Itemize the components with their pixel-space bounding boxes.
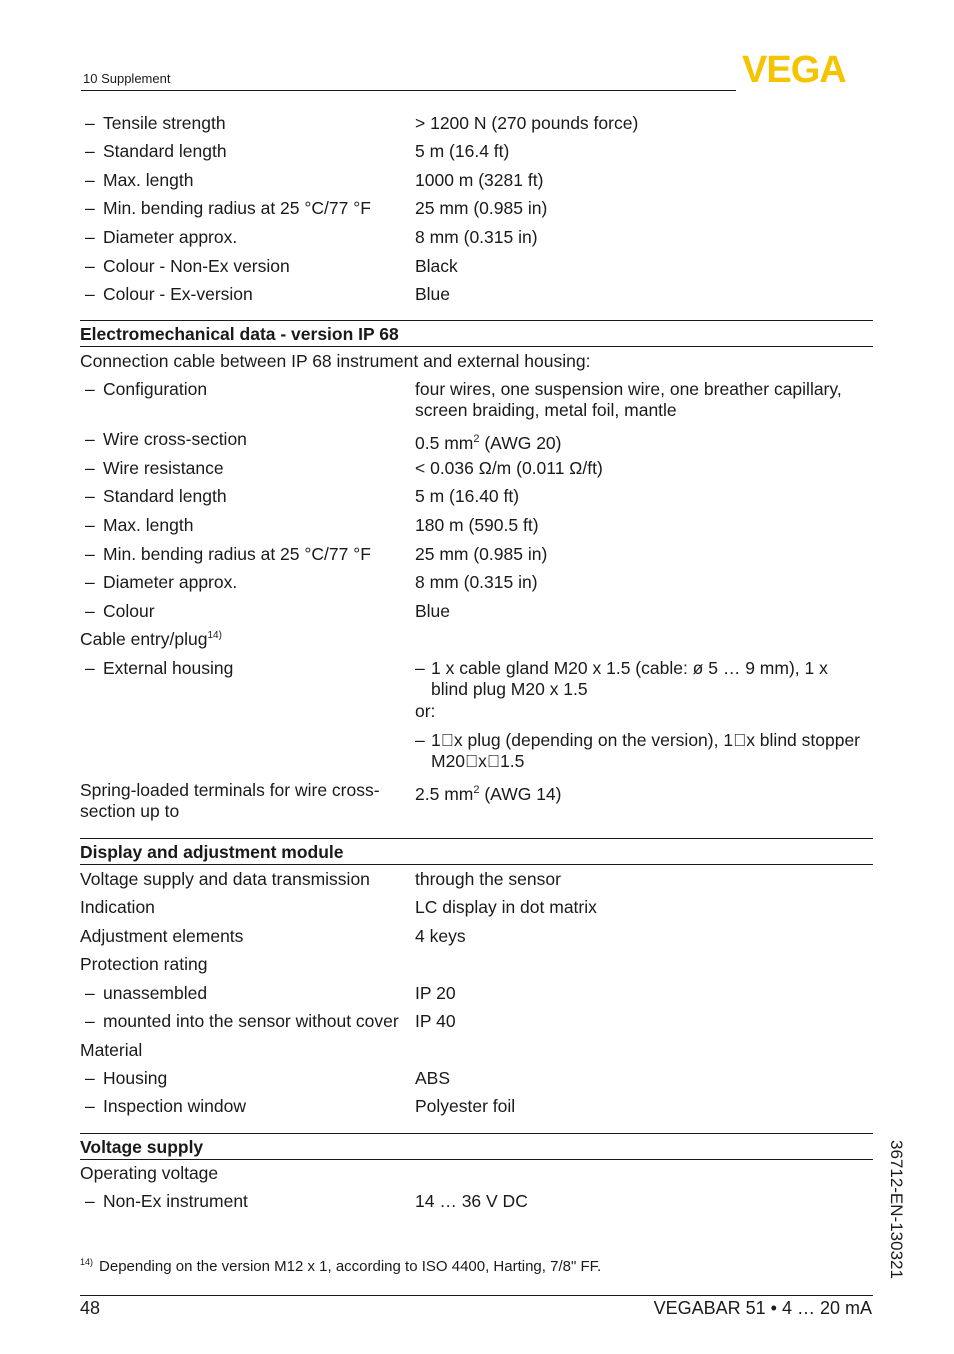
row-label: – Diameter approx. xyxy=(80,227,413,248)
value-text: (AWG 20) xyxy=(479,432,562,453)
row-label: Indication xyxy=(80,897,155,917)
row-value-or: or: xyxy=(415,701,436,721)
row-label: Voltage supply and data transmission xyxy=(80,869,370,889)
row-label: – External housing xyxy=(80,658,413,679)
section-heading-display: Display and adjustment module xyxy=(80,838,873,865)
row-label: – Diameter approx. xyxy=(80,572,413,593)
row-value: IP 20 xyxy=(415,983,456,1003)
row-label: – Min. bending radius at 25 °C/77 °F xyxy=(80,198,413,219)
superscript: 2 xyxy=(473,433,480,445)
row-label: – Configuration xyxy=(80,379,413,400)
section-label: 10 Supplement xyxy=(83,71,171,86)
row-label: – Standard length xyxy=(80,486,413,507)
row-label: Protection rating xyxy=(80,954,208,974)
row-value: ABS xyxy=(415,1068,451,1088)
value-text: 2.5 mm xyxy=(415,783,474,804)
row-value: 14 … 36 V DC xyxy=(415,1191,528,1211)
row-label: – Min. bending radius at 25 °C/77 °F xyxy=(80,544,413,565)
section-heading-voltage: Voltage supply xyxy=(80,1133,873,1160)
row-label: – Colour - Ex-version xyxy=(80,284,413,305)
row-value: 180 m (590.5 ft) xyxy=(415,515,539,535)
electromech-intro: Connection cable between IP 68 instrument and external housing: xyxy=(80,351,591,371)
value-text: (AWG 14) xyxy=(479,783,562,804)
row-value: 8 mm (0.315 in) xyxy=(415,227,538,247)
row-label: – Max. length xyxy=(80,170,413,191)
row-label: Spring-loaded terminals for wire cross-section up to xyxy=(80,780,380,821)
row-value xyxy=(415,429,870,454)
row-value: Polyester foil xyxy=(415,1096,516,1116)
row-label: – Housing xyxy=(80,1068,413,1089)
row-label: – Tensile strength xyxy=(80,113,413,134)
row-label: – Inspection window xyxy=(80,1096,413,1117)
row-value: IP 40 xyxy=(415,1011,456,1031)
row-label: – Colour - Non-Ex version xyxy=(80,256,413,277)
row-value: Blue xyxy=(415,284,451,304)
section-heading-electromech: Electromechanical data - version IP 68 xyxy=(80,320,873,347)
row-value: 25 mm (0.985 in) xyxy=(415,544,548,564)
row-label: – Wire resistance xyxy=(80,458,413,479)
page-number: 48 xyxy=(80,1298,101,1318)
row-label: – Wire cross-section xyxy=(80,429,413,450)
logo-text: VEGA xyxy=(742,52,846,84)
row-value: Black xyxy=(415,256,458,276)
footnote-ref: 14) xyxy=(207,630,222,642)
row-value: four wires, one suspension wire, one breather capillary, screen braiding, metal foil, mantle xyxy=(415,379,842,420)
footnote xyxy=(80,1257,601,1275)
row-label xyxy=(80,629,410,650)
row-value: Blue xyxy=(415,601,451,621)
document-title: VEGABAR 51 • 4 … 20 mA xyxy=(653,1298,872,1318)
row-label: – Max. length xyxy=(80,515,413,536)
row-value: 5 m (16.4 ft) xyxy=(415,141,510,161)
row-label: Material xyxy=(80,1040,143,1060)
row-value: > 1200 N (270 pounds force) xyxy=(415,113,639,133)
label-text: Cable entry/plug xyxy=(80,629,208,649)
row-value: 1000 m (3281 ft) xyxy=(415,170,544,190)
header-rule xyxy=(81,90,736,91)
row-value: – 1 x cable gland M20 x 1.5 (cable: ø 5 … 9 mm), 1 x blind plug M20 x 1.5 xyxy=(415,658,851,700)
row-label: Adjustment elements xyxy=(80,926,244,946)
row-label: – Non-Ex instrument xyxy=(80,1191,413,1212)
row-value: 4 keys xyxy=(415,926,466,946)
document-id: 36712-EN-130321 xyxy=(887,1140,906,1279)
row-label: – Standard length xyxy=(80,141,413,162)
superscript: 2 xyxy=(473,784,480,796)
row-label: – unassembled xyxy=(80,983,413,1004)
row-value: 8 mm (0.315 in) xyxy=(415,572,538,592)
row-value: LC display in dot matrix xyxy=(415,897,597,917)
row-label: – mounted into the sensor without cover xyxy=(80,1011,433,1032)
vega-logo xyxy=(742,52,872,84)
row-value: – 1 x plug (depending on the version), 1 x blind stopper M20 x 1.5 xyxy=(415,730,871,772)
row-label: Operating voltage xyxy=(80,1163,219,1183)
row-value: 5 m (16.40 ft) xyxy=(415,486,520,506)
footer-rule xyxy=(80,1295,873,1296)
footnote-number: 14) xyxy=(80,1257,94,1267)
row-value xyxy=(415,780,870,805)
row-value: 25 mm (0.985 in) xyxy=(415,198,548,218)
row-value: < 0.036 Ω/m (0.011 Ω/ft) xyxy=(415,458,603,478)
row-label: – Colour xyxy=(80,601,413,622)
footnote-text: Depending on the version M12 x 1, according to ISO 4400, Harting, 7/8" FF. xyxy=(99,1258,602,1275)
value-text: 0.5 mm xyxy=(415,432,474,453)
row-value: through the sensor xyxy=(415,869,561,889)
